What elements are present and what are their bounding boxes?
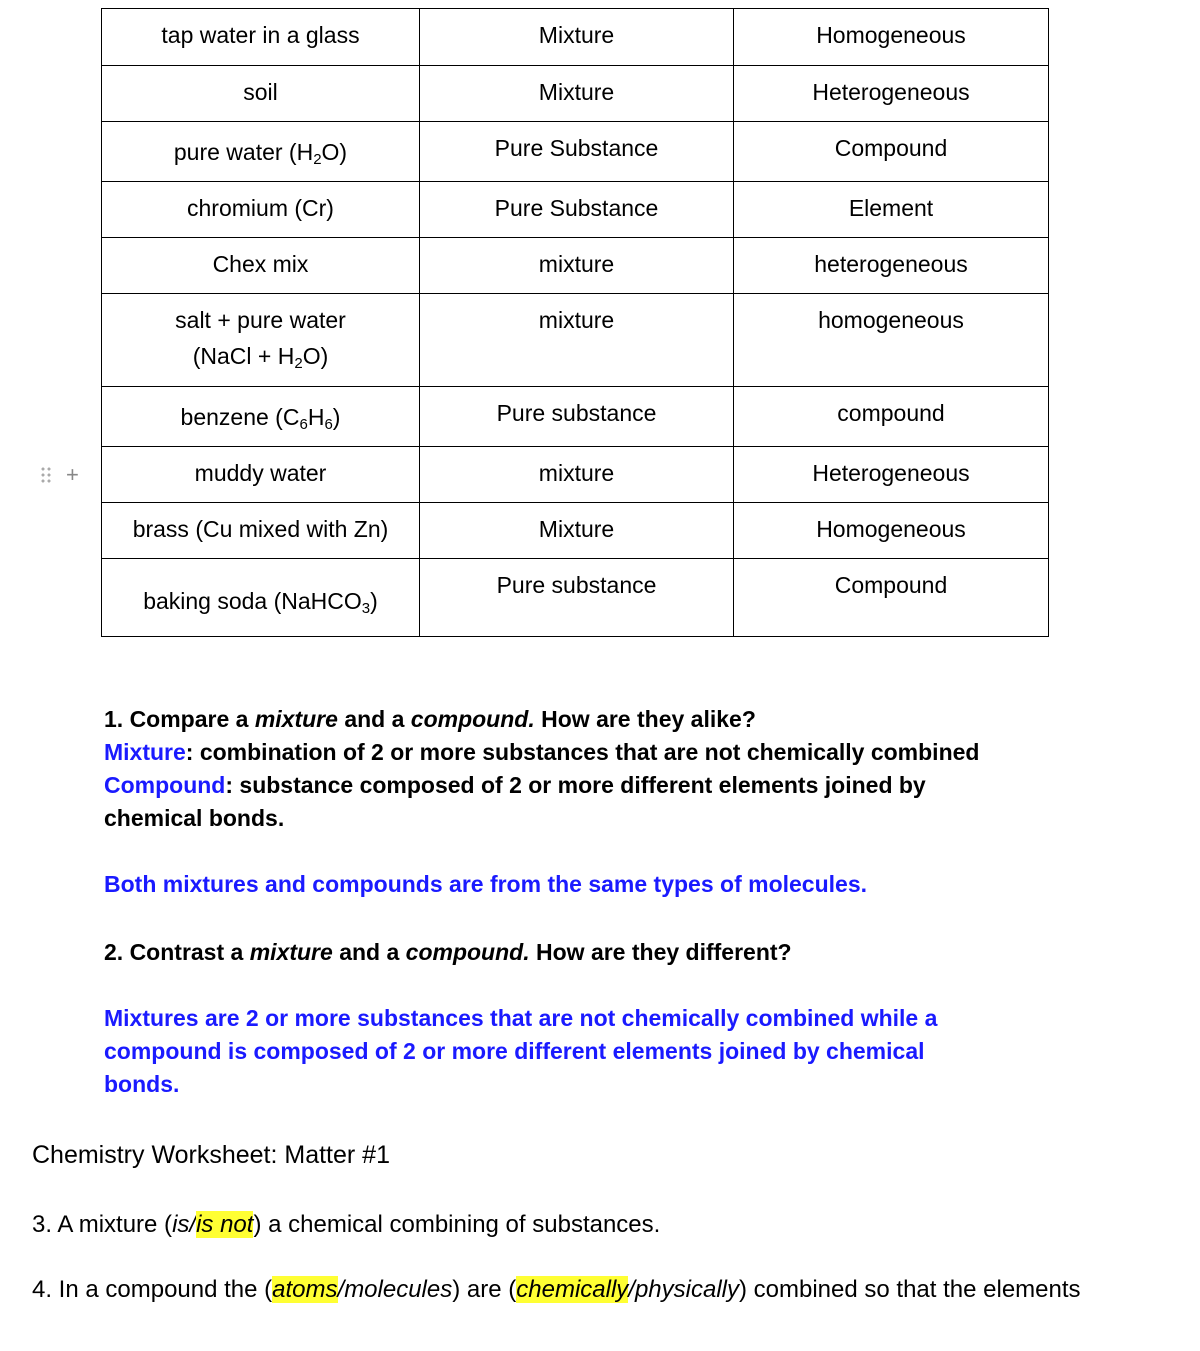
slash: / (189, 1211, 197, 1238)
table-row (102, 9, 1049, 66)
type-cell[interactable]: Heterogeneous (734, 447, 1049, 503)
substance-cell[interactable]: tap water in a glass (102, 9, 420, 66)
category-cell[interactable]: mixture (420, 238, 734, 294)
compound-def-text: : substance composed of 2 or more different elements joined by chemical bonds. (104, 772, 926, 831)
option-atoms-highlighted: atoms (272, 1276, 338, 1303)
substance-text-after: ) (370, 588, 378, 614)
row-tools (40, 462, 79, 488)
type-cell[interactable]: Element (734, 182, 1049, 238)
substance-text: pure water (H (173, 139, 314, 165)
type-cell[interactable]: Compound (734, 122, 1049, 182)
question-2 (104, 936, 1054, 1101)
question-2-answer: Mixtures are 2 or more substances that are not chemically combined while a compound is composed of 2 or more different elements joined by chemical bonds. (104, 1005, 938, 1097)
prompt-text: 2. Contrast a (104, 939, 250, 965)
type-cell[interactable]: homogeneous (734, 294, 1049, 387)
substance-text-after: O) (321, 139, 348, 165)
substance-text-after: ) (332, 404, 341, 430)
subscript: 2 (294, 355, 303, 372)
subscript: 2 (313, 151, 322, 168)
classification-table (101, 8, 1049, 637)
prompt-text: 4. In a compound the ( (32, 1276, 273, 1303)
table-row (102, 447, 1049, 503)
substance-formula (108, 338, 413, 374)
table-row (102, 122, 1049, 182)
category-cell[interactable]: Pure substance (420, 559, 734, 637)
subscript: 6 (299, 416, 308, 433)
table-row (102, 66, 1049, 122)
subscript: 3 (361, 600, 371, 617)
type-cell[interactable]: compound (734, 387, 1049, 447)
category-cell[interactable]: Pure substance (420, 387, 734, 447)
classification-table-wrapper (101, 8, 1049, 637)
type-cell[interactable]: Compound (734, 559, 1049, 637)
substance-cell[interactable]: soil (102, 66, 420, 122)
table-row (102, 559, 1049, 637)
substance-text-mid: H (307, 404, 325, 430)
substance-text: salt + pure water (175, 307, 346, 333)
substance-text: baking soda (NaHCO (143, 588, 362, 614)
subscript: 6 (324, 416, 333, 433)
question-4 (32, 1273, 1081, 1307)
substance-cell[interactable]: muddy water (102, 447, 420, 503)
table-row (102, 503, 1049, 559)
substance-cell[interactable]: Chex mix (102, 238, 420, 294)
type-cell[interactable]: Homogeneous (734, 503, 1049, 559)
category-cell[interactable]: Pure Substance (420, 182, 734, 238)
question-1-prompt (104, 703, 1054, 736)
question-3 (32, 1208, 660, 1242)
term-compound: compound. (410, 706, 535, 732)
substance-cell[interactable] (102, 294, 420, 387)
prompt-text: and a (337, 706, 411, 732)
question-2-prompt (104, 936, 1054, 969)
term-mixture: mixture (254, 706, 338, 732)
category-cell[interactable]: mixture (420, 447, 734, 503)
type-cell[interactable]: Homogeneous (734, 9, 1049, 66)
type-cell[interactable]: heterogeneous (734, 238, 1049, 294)
table-row (102, 294, 1049, 387)
table-row (102, 238, 1049, 294)
prompt-text: ) combined so that the elements (739, 1276, 1081, 1303)
category-cell[interactable]: Mixture (420, 9, 734, 66)
add-row-icon[interactable]: + (66, 462, 79, 487)
option-chemically-highlighted: chemically (516, 1276, 629, 1303)
formula-text-after: O) (302, 343, 329, 369)
prompt-text: How are they alike? (534, 706, 756, 732)
table-row (102, 182, 1049, 238)
prompt-text: ) are ( (452, 1276, 517, 1303)
mixture-label: Mixture (104, 739, 186, 765)
question-1-answer: Both mixtures and compounds are from the same types of molecules. (104, 871, 868, 897)
slash: / (337, 1276, 345, 1303)
question-1 (104, 703, 1054, 901)
substance-cell[interactable] (102, 387, 420, 447)
formula-text: (NaCl + H (192, 343, 295, 369)
category-cell[interactable]: Pure Substance (420, 122, 734, 182)
prompt-text: How are they different? (529, 939, 792, 965)
mixture-def-text: : combination of 2 or more substances that are not chemically combined (185, 739, 980, 765)
table-row (102, 387, 1049, 447)
option-is-not-highlighted: is not (196, 1211, 254, 1238)
category-cell[interactable]: Mixture (420, 503, 734, 559)
term-mixture: mixture (249, 939, 333, 965)
slash: / (628, 1276, 635, 1303)
prompt-text: and a (332, 939, 406, 965)
compound-label: Compound (104, 772, 226, 798)
substance-cell[interactable] (102, 559, 420, 637)
prompt-text: 3. A mixture ( (32, 1211, 173, 1238)
option-molecules: molecules (344, 1276, 453, 1303)
category-cell[interactable]: Mixture (420, 66, 734, 122)
prompt-text: ) a chemical combining of substances. (253, 1211, 661, 1238)
mixture-definition (104, 736, 1054, 769)
option-is: is (172, 1211, 190, 1238)
substance-cell[interactable]: chromium (Cr) (102, 182, 420, 238)
type-cell[interactable]: Heterogeneous (734, 66, 1049, 122)
substance-cell[interactable] (102, 122, 420, 182)
worksheet-title: Chemistry Worksheet: Matter #1 (32, 1141, 390, 1169)
category-cell[interactable]: mixture (420, 294, 734, 387)
option-physically: physically (634, 1276, 739, 1303)
term-compound: compound. (405, 939, 530, 965)
drag-handle-icon[interactable] (40, 466, 52, 484)
prompt-text: 1. Compare a (104, 706, 255, 732)
substance-cell[interactable]: brass (Cu mixed with Zn) (102, 503, 420, 559)
substance-text: benzene (C (180, 404, 300, 430)
compound-definition (104, 769, 984, 835)
